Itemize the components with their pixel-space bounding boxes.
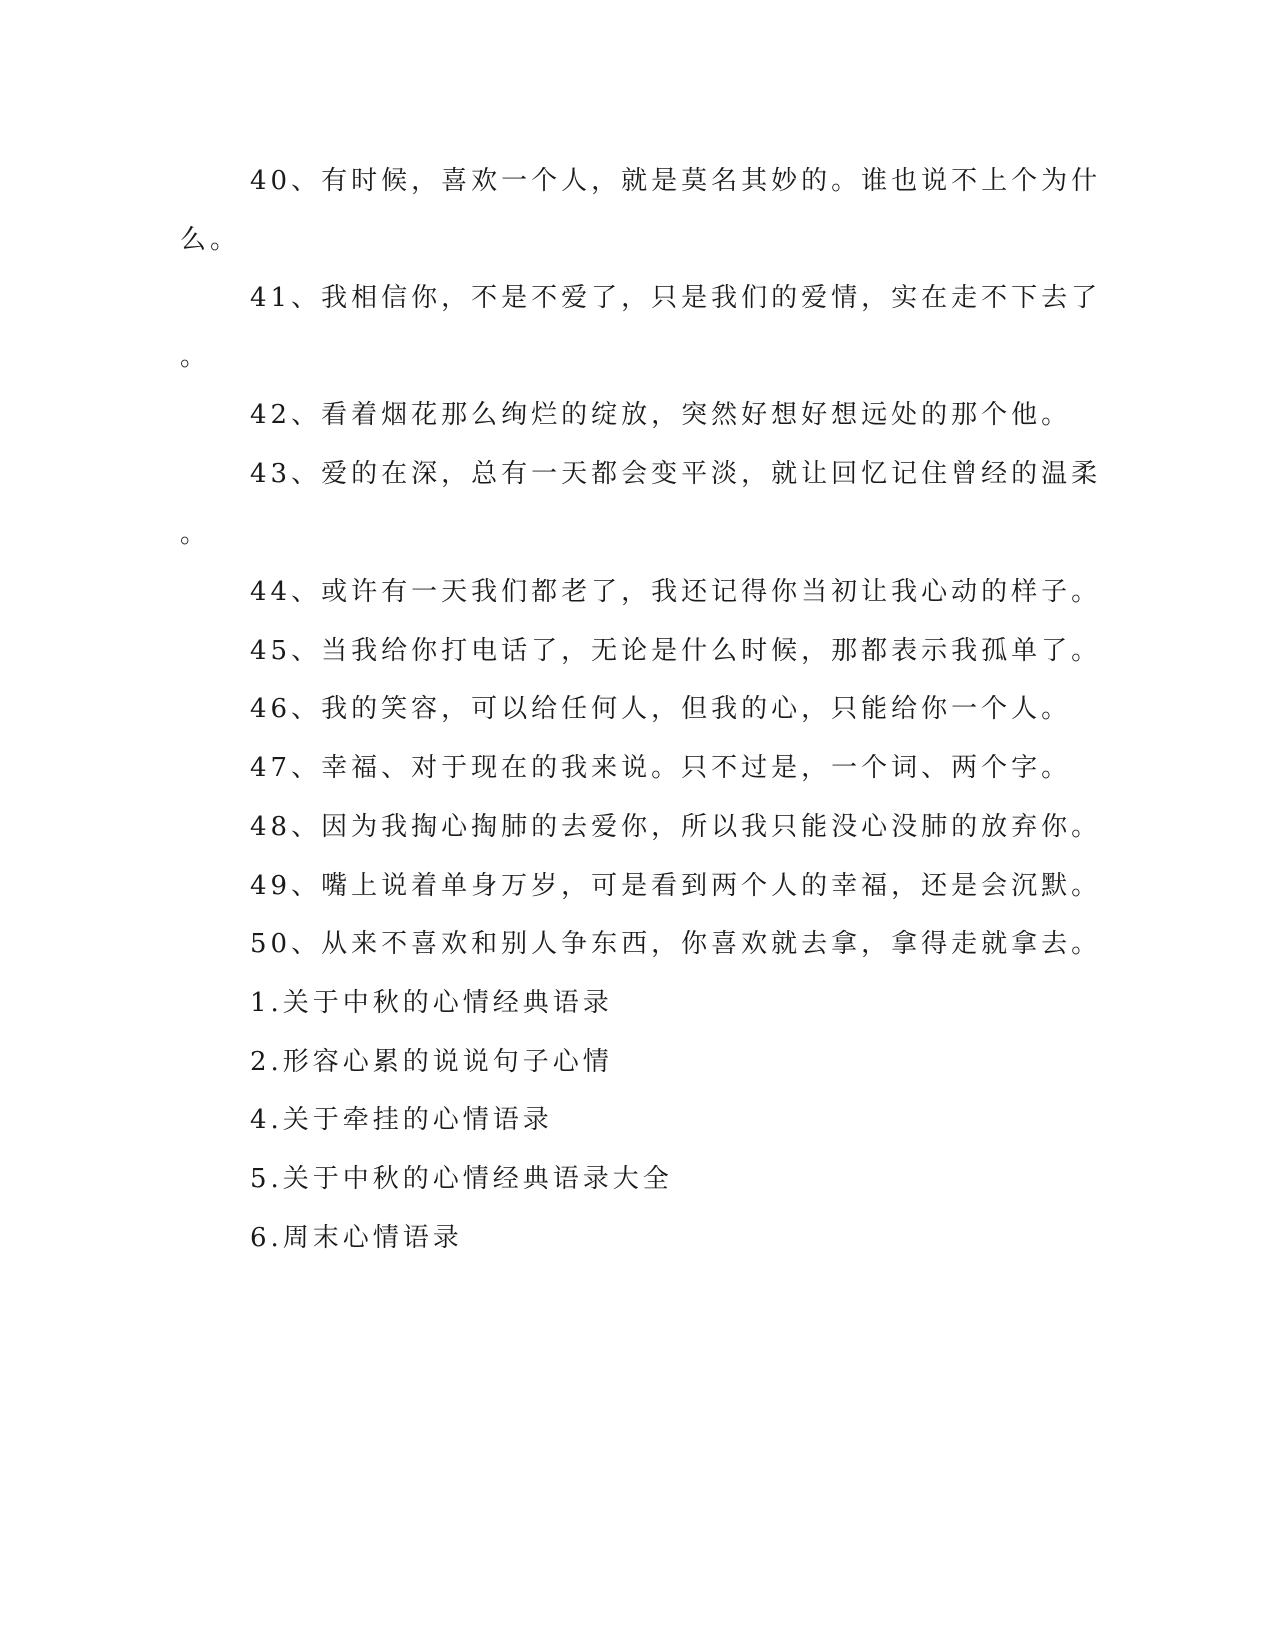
related-link[interactable]: 1.关于中秋的心情经典语录 (250, 988, 613, 1018)
quote-47: 47、幸福、对于现在的我来说。只不过是，一个词、两个字。 (250, 753, 1072, 783)
quote-40: 40、有时候，喜欢一个人，就是莫名其妙的。谁也说不上个为什 (250, 166, 1102, 196)
quote-41-continuation: 。 (180, 342, 211, 372)
quote-43-continuation: 。 (180, 519, 211, 549)
quote-42: 42、看着烟花那么绚烂的绽放，突然好想好想远处的那个他。 (250, 400, 1072, 430)
related-link[interactable]: 2.形容心累的说说句子心情 (250, 1047, 613, 1077)
quote-45: 45、当我给你打电话了，无论是什么时候，那都表示我孤单了。 (250, 636, 1102, 666)
related-link[interactable]: 4.关于牵挂的心情语录 (250, 1105, 553, 1135)
related-link[interactable]: 5.关于中秋的心情经典语录大全 (250, 1164, 673, 1194)
related-link[interactable]: 6.周末心情语录 (250, 1223, 463, 1253)
quote-43: 43、爱的在深，总有一天都会变平淡，就让回忆记住曾经的温柔 (250, 459, 1102, 489)
quote-41: 41、我相信你，不是不爱了，只是我们的爱情，实在走不下去了 (250, 283, 1102, 313)
quote-48: 48、因为我掏心掏肺的去爱你，所以我只能没心没肺的放弃你。 (250, 812, 1102, 842)
quote-40-continuation: 么。 (180, 225, 241, 255)
quote-49: 49、嘴上说着单身万岁，可是看到两个人的幸福，还是会沉默。 (250, 871, 1102, 901)
quote-44: 44、或许有一天我们都老了，我还记得你当初让我心动的样子。 (250, 577, 1102, 607)
quote-46: 46、我的笑容，可以给任何人，但我的心，只能给你一个人。 (250, 694, 1072, 724)
quote-50: 50、从来不喜欢和别人争东西，你喜欢就去拿，拿得走就拿去。 (250, 929, 1102, 959)
